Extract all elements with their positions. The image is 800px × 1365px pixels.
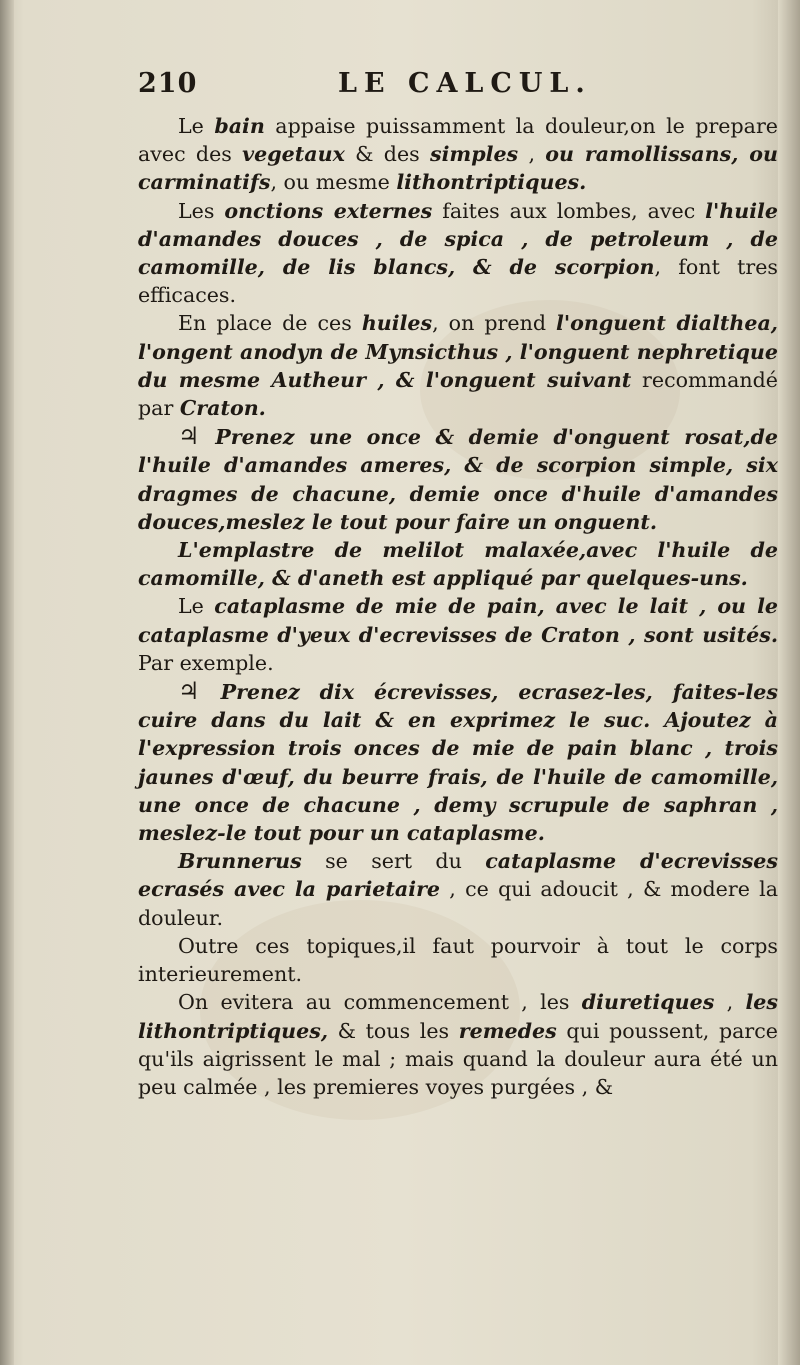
italic-text: remedes bbox=[458, 1018, 557, 1043]
roman-text: appaise puissamment la douleur,on le prepare avec des bbox=[138, 114, 778, 167]
roman-text: , bbox=[714, 990, 746, 1015]
book-page bbox=[138, 68, 778, 1101]
roman-text: Le bbox=[178, 594, 215, 619]
roman-text: & tous les bbox=[328, 1018, 459, 1043]
roman-text: Les bbox=[178, 198, 225, 223]
paragraph bbox=[138, 932, 778, 988]
page-edge-left bbox=[0, 0, 14, 1365]
roman-text: , ce qui adoucit , & modere la douleur. bbox=[138, 877, 778, 930]
paragraph bbox=[138, 112, 778, 197]
roman-text: , bbox=[518, 142, 546, 167]
body-text bbox=[138, 112, 778, 1101]
italic-text: cataplasme de mie de pain, avec le lait , ou le cataplasme d'yeux d'ecrevisses de Craton , sont usités. bbox=[138, 594, 778, 647]
page-number: 210 bbox=[138, 68, 198, 99]
italic-text: Brunnerus bbox=[178, 849, 302, 874]
roman-text: faites aux lombes, avec bbox=[432, 198, 706, 223]
roman-text: Par exemple. bbox=[138, 650, 274, 675]
paragraph bbox=[138, 988, 778, 1101]
italic-text: l'onguent dialthea, l'ongent anodyn de Mynsicthus , l'onguent nephretique du mesme Autheur , & l'onguent suivant bbox=[138, 311, 778, 392]
running-title: LE CALCUL. bbox=[338, 68, 592, 99]
italic-text: diuretiques bbox=[581, 990, 715, 1015]
roman-text: , ou mesme bbox=[270, 170, 397, 195]
paragraph bbox=[138, 536, 778, 592]
italic-text: Prenez une once & demie d'onguent rosat,de l'huile d'amandes ameres, & de scorpion simple, six dragmes de chacune, demie once d'huile d'amandes douces,meslez le tout pour faire un onguent. bbox=[138, 425, 779, 534]
roman-text: Outre ces topiques,il faut pourvoir à tout le corps interieurement. bbox=[138, 933, 778, 987]
roman-text: se sert du bbox=[301, 849, 486, 874]
roman-text: On evitera au commencement , les bbox=[178, 990, 582, 1015]
italic-text: ou ramollissans, ou carminatifs bbox=[138, 142, 779, 195]
italic-text: simples bbox=[430, 142, 519, 167]
roman-text: , on prend bbox=[432, 311, 557, 336]
roman-text: Le bbox=[178, 114, 215, 138]
paragraph bbox=[138, 197, 778, 310]
roman-text: En place de ces bbox=[178, 311, 362, 336]
roman-text: & des bbox=[344, 142, 431, 167]
paragraph bbox=[138, 677, 778, 847]
italic-text: cataplasme d'ecrevisses ecrasés avec la parietaire bbox=[138, 849, 779, 902]
italic-text: Craton. bbox=[179, 396, 266, 421]
roman-text: qui poussent, parce qu'ils aigrissent le mal ; mais quand la douleur aura été un peu calmée , les premieres voyes purgées , & bbox=[138, 1018, 778, 1099]
page-edge-right bbox=[778, 0, 800, 1365]
italic-text: bain bbox=[214, 114, 265, 138]
italic-text: lithontriptiques. bbox=[396, 170, 587, 195]
paragraph bbox=[138, 309, 778, 422]
recipe-symbol: ♃ bbox=[178, 676, 221, 706]
italic-text: vegetaux bbox=[242, 142, 345, 167]
paragraph bbox=[138, 592, 778, 677]
italic-text: les lithontriptiques, bbox=[138, 990, 778, 1043]
italic-text: onctions externes bbox=[224, 198, 433, 223]
italic-text: huiles bbox=[361, 311, 433, 336]
paragraph bbox=[138, 422, 778, 536]
italic-text: l'huile d'amandes douces , de spica , de petroleum , de camomille, de lis blancs, & de scorpion bbox=[138, 198, 778, 280]
italic-text: Prenez dix écrevisses, ecrasez-les, faites-les cuire dans du lait & en exprimez le suc. Ajoutez à l'expression trois onces de mie de pain blanc , trois jaunes d'œuf, du beurre frais, de l'huile de camomille, une once de chacune , demy scrupule de saphran , meslez-le tout pour un cataplasme. bbox=[138, 680, 778, 846]
roman-text: , font tres efficaces. bbox=[138, 255, 778, 308]
paragraph bbox=[138, 847, 778, 932]
running-head bbox=[138, 68, 778, 108]
italic-text: L'emplastre de melilot malaxée,avec l'huile de camomille, & d'aneth est appliqué par quelques-uns. bbox=[138, 538, 778, 591]
roman-text: recommandé par bbox=[138, 367, 778, 421]
recipe-symbol: ♃ bbox=[178, 421, 216, 451]
